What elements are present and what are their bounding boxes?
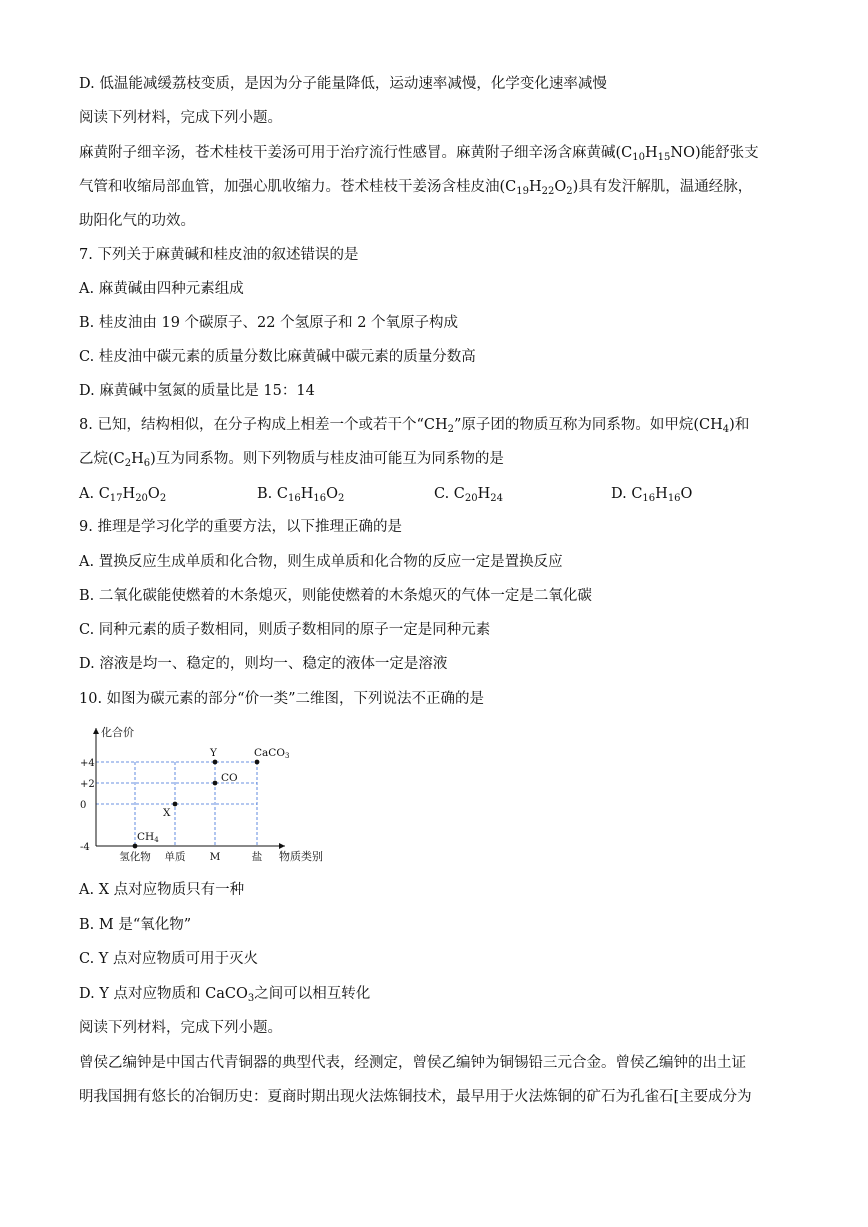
y-tick-label: +2 bbox=[80, 779, 95, 790]
y-axis-label: 化合价 bbox=[101, 726, 134, 739]
y-tick-label: +4 bbox=[80, 758, 95, 769]
q10-stem: 10. 如图为碳元素的部分“价一类”二维图，下列说法不正确的是 bbox=[79, 691, 484, 707]
data-point bbox=[173, 802, 178, 807]
q7-stem: 7. 下列关于麻黄碱和桂皮油的叙述错误的是 bbox=[79, 247, 359, 263]
q7-option-c: C. 桂皮油中碳元素的质量分数比麻黄碱中碳元素的质量分数高 bbox=[79, 349, 476, 365]
material2-intro: 阅读下列材料，完成下列小题。 bbox=[79, 1020, 282, 1036]
q8-option-d: D. $C_{16}H_{16}O$ bbox=[611, 486, 693, 504]
x-tick-label: M bbox=[209, 851, 221, 863]
material-intro: 阅读下列材料，完成下列小题。 bbox=[79, 110, 282, 126]
material-paragraph-line: 助阳化气的功效。 bbox=[79, 213, 195, 229]
data-point bbox=[213, 760, 218, 765]
q8-option-c: C. $C_{20}H_{24}$ bbox=[434, 486, 504, 504]
point-label: CH4 bbox=[137, 831, 159, 844]
q9-option-d: D. 溶液是均一、稳定的，则均一、稳定的液体一定是溶液 bbox=[79, 656, 448, 672]
material2-paragraph-line: 曾侯乙编钟是中国古代青铜器的典型代表，经测定，曾侯乙编钟为铜锡铅三元合金。曾侯乙编钟的出土证 bbox=[79, 1055, 746, 1071]
q8-option-b: B. $C_{16}H_{16}O_2$ bbox=[257, 486, 345, 504]
y-tick-label: 0 bbox=[80, 800, 87, 811]
data-point bbox=[213, 781, 218, 786]
q8-stem-line: 乙烷$(C_2H_6)$互为同系物。则下列物质与桂皮油可能互为同系物的是 bbox=[79, 451, 504, 469]
y-tick-label: -4 bbox=[80, 842, 90, 853]
x-axis-label: 物质类别 bbox=[279, 850, 323, 863]
q10-option-a: A. X 点对应物质只有一种 bbox=[79, 882, 245, 898]
q9-option-c: C. 同种元素的质子数相同，则质子数相同的原子一定是同种元素 bbox=[79, 622, 491, 638]
q6-option-d: D. 低温能减缓荔枝变质，是因为分子能量降低，运动速率减慢，化学变化速率减慢 bbox=[79, 76, 607, 92]
q10-option-d: D. Y 点对应物质和 CaCO$_3$之间可以相互转化 bbox=[79, 986, 371, 1004]
q8-stem-line: 8. 已知，结构相似，在分子构成上相差一个或若干个“$CH_2$”原子团的物质互称为同系物。如甲烷$(CH_4)$和 bbox=[79, 417, 750, 435]
point-label: CaCO3 bbox=[254, 747, 290, 760]
valence-class-chart bbox=[79, 722, 339, 867]
q10-option-c: C. Y 点对应物质可用于灭火 bbox=[79, 951, 258, 967]
x-tick-label: 单质 bbox=[164, 851, 186, 863]
q7-option-d: D. 麻黄碱中氢氮的质量比是 15：14 bbox=[79, 383, 315, 399]
q9-option-a: A. 置换反应生成单质和化合物，则生成单质和化合物的反应一定是置换反应 bbox=[79, 554, 563, 570]
material2-paragraph-line: 明我国拥有悠长的冶铜历史：夏商时期出现火法炼铜技术，最早用于火法炼铜的矿石为孔雀石[主要成分为 bbox=[79, 1089, 752, 1105]
x-tick-label: 盐 bbox=[251, 851, 263, 863]
point-label: X bbox=[163, 807, 171, 819]
q10-option-b: B. M 是“氧化物” bbox=[79, 917, 192, 933]
q9-stem: 9. 推理是学习化学的重要方法，以下推理正确的是 bbox=[79, 519, 402, 535]
x-ticks bbox=[119, 850, 263, 863]
material-paragraph-line: 气管和收缩局部血管，加强心肌收缩力。苍术桂枝干姜汤含桂皮油$(C_{19}H_{22}O_2)$具有发汗解肌，温通经脉， bbox=[79, 179, 753, 197]
data-point bbox=[255, 760, 260, 765]
data-point bbox=[133, 844, 138, 849]
q7-option-a: A. 麻黄碱由四种元素组成 bbox=[79, 281, 244, 297]
q8-option-a: A. $C_{17}H_{20}O_2$ bbox=[79, 486, 167, 504]
material-paragraph-line: 麻黄附子细辛汤，苍术桂枝干姜汤可用于治疗流行性感冒。麻黄附子细辛汤含麻黄碱$(C_{10}H_{15}NO)$能舒张支 bbox=[79, 145, 759, 163]
point-label: Y bbox=[210, 747, 217, 759]
point-label: CO bbox=[221, 772, 238, 784]
q9-option-b: B. 二氧化碳能使燃着的木条熄灭，则能使燃着的木条熄灭的气体一定是二氧化碳 bbox=[79, 588, 592, 604]
q7-option-b: B. 桂皮油由 19 个碳原子、22 个氢原子和 2 个氧原子构成 bbox=[79, 315, 459, 331]
x-tick-label: 氢化物 bbox=[119, 851, 151, 863]
y-ticks bbox=[80, 758, 95, 853]
